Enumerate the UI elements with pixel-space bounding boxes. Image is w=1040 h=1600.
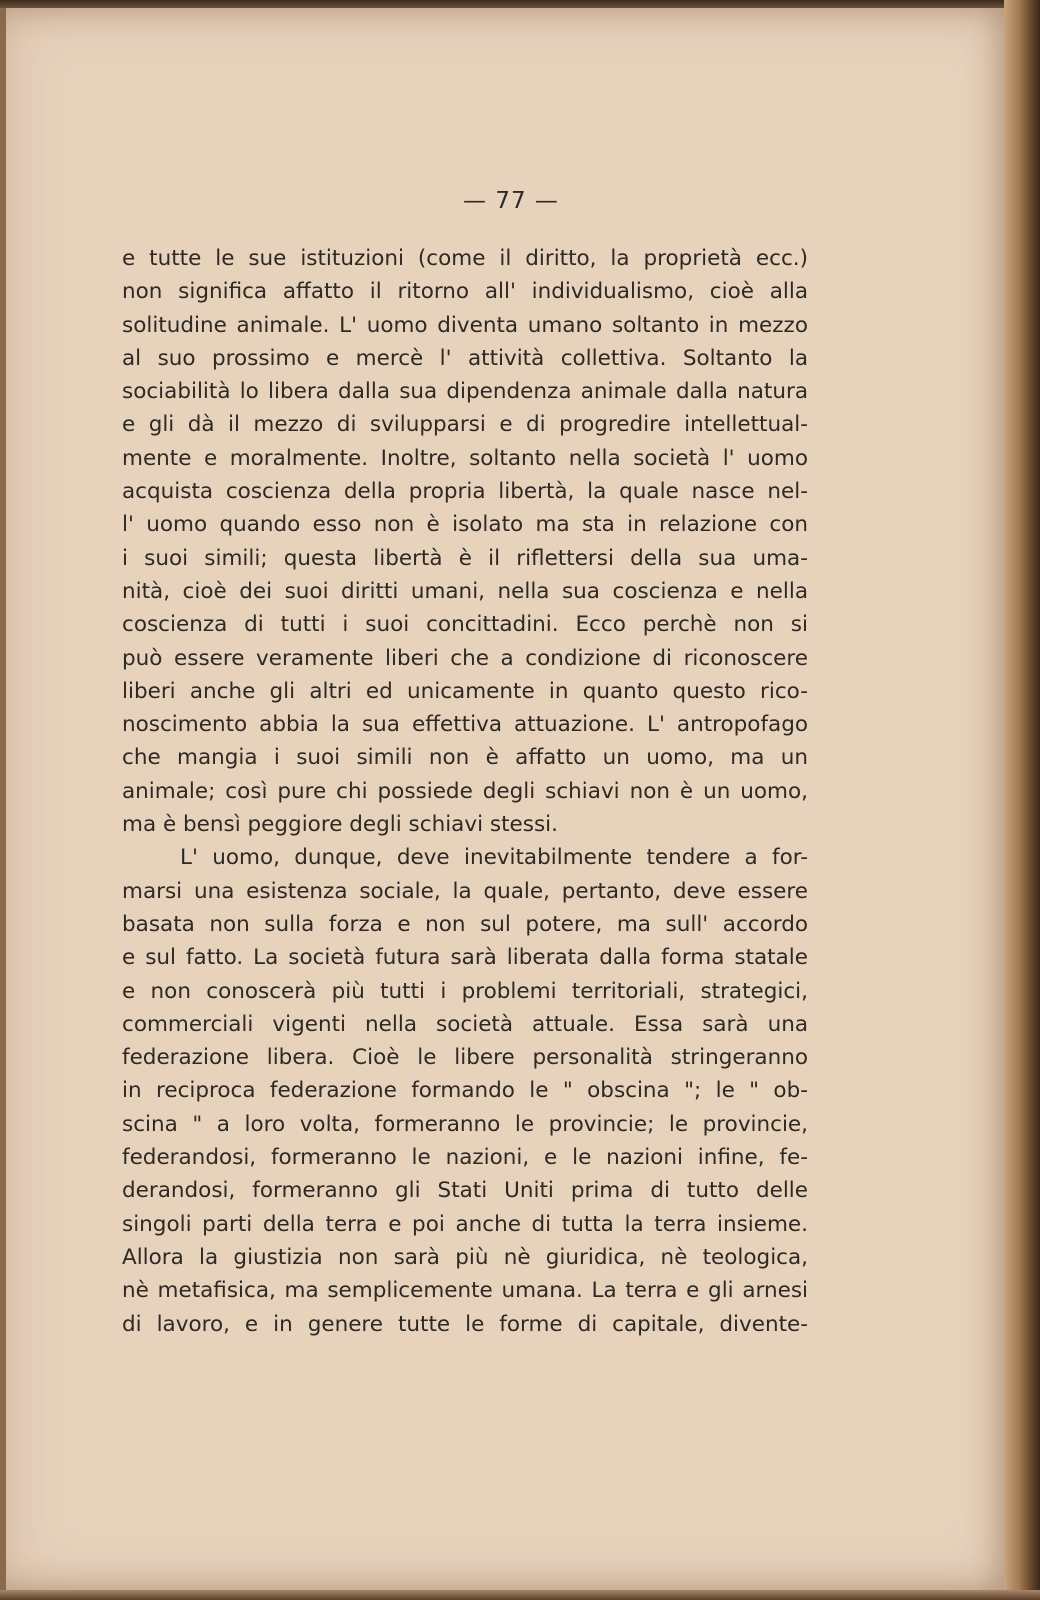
text-line-paragraph-end: ma è bensì peggiore degli schiavi stessi. <box>122 812 558 838</box>
page-stack-edge <box>1004 0 1040 1600</box>
body-text <box>122 242 808 1341</box>
page-top-edge <box>0 0 1040 8</box>
text-line: singoli parti della terra e poi anche di tutta la terra insieme. <box>122 1211 808 1237</box>
page-number: — 77 — <box>463 188 559 214</box>
text-line: federandosi, formeranno le nazioni, e le nazioni infine, fe- <box>122 1145 808 1171</box>
text-line: liberi anche gli altri ed unicamente in quanto questo rico- <box>122 678 808 704</box>
text-line: e sul fatto. La società futura sarà liberata dalla forma statale <box>122 945 808 971</box>
paper-sheet <box>6 8 1016 1590</box>
text-line: di lavoro, e in genere tutte le forme di capitale, divente- <box>122 1311 808 1337</box>
text-line: non significa affatto il ritorno all' individualismo, cioè alla <box>122 279 808 305</box>
text-line: che mangia i suoi simili non è affatto un uomo, ma un <box>122 745 808 771</box>
text-line: può essere veramente liberi che a condizione di riconoscere <box>122 645 808 671</box>
text-line: i suoi simili; questa libertà è il riflettersi della sua uma- <box>122 545 808 571</box>
text-line: sociabilità lo libera dalla sua dipendenza animale dalla natura <box>122 379 808 405</box>
text-line: derandosi, formeranno gli Stati Uniti prima di tutto delle <box>122 1178 808 1204</box>
text-line: noscimento abbia la sua effettiva attuazione. L' antropofago <box>122 712 808 738</box>
text-line: scina " a loro volta, formeranno le provincie; le provincie, <box>122 1111 808 1137</box>
text-line: nità, cioè dei suoi diritti umani, nella sua coscienza e nella <box>122 578 808 604</box>
text-line: coscienza di tutti i suoi concittadini. Ecco perchè non si <box>122 612 808 638</box>
text-line: basata non sulla forza e non sul potere, ma sull' accordo <box>122 911 808 937</box>
text-line: commerciali vigenti nella società attuale. Essa sarà una <box>122 1011 808 1037</box>
text-line: e tutte le sue istituzioni (come il diritto, la proprietà ecc.) <box>122 246 808 271</box>
text-line: acquista coscienza della propria libertà, la quale nasce nel- <box>122 479 808 505</box>
text-line: nè metafisica, ma semplicemente umana. La terra e gli arnesi <box>122 1278 808 1304</box>
text-line: Allora la giustizia non sarà più nè giuridica, nè teologica, <box>122 1244 808 1270</box>
page-bottom-edge <box>0 1590 1040 1600</box>
text-line: federazione libera. Cioè le libere personalità stringeranno <box>122 1045 808 1071</box>
text-line: e gli dà il mezzo di svilupparsi e di progredire intellettual- <box>122 412 808 438</box>
text-line: al suo prossimo e mercè l' attività collettiva. Soltanto la <box>122 345 808 371</box>
text-line: solitudine animale. L' uomo diventa umano soltanto in mezzo <box>122 312 808 338</box>
text-line: marsi una esistenza sociale, la quale, pertanto, deve essere <box>122 878 808 904</box>
text-line: in reciproca federazione formando le " obscina "; le " ob- <box>122 1078 808 1104</box>
text-line: l' uomo quando esso non è isolato ma sta in relazione con <box>122 512 808 538</box>
text-line: mente e moralmente. Inoltre, soltanto nella società l' uomo <box>122 445 808 471</box>
text-line: animale; così pure chi possiede degli schiavi non è un uomo, <box>122 778 808 804</box>
text-line: e non conoscerà più tutti i problemi territoriali, strategici, <box>122 978 808 1004</box>
text-line-paragraph-start: L' uomo, dunque, deve inevitabilmente tendere a for- <box>180 845 808 871</box>
